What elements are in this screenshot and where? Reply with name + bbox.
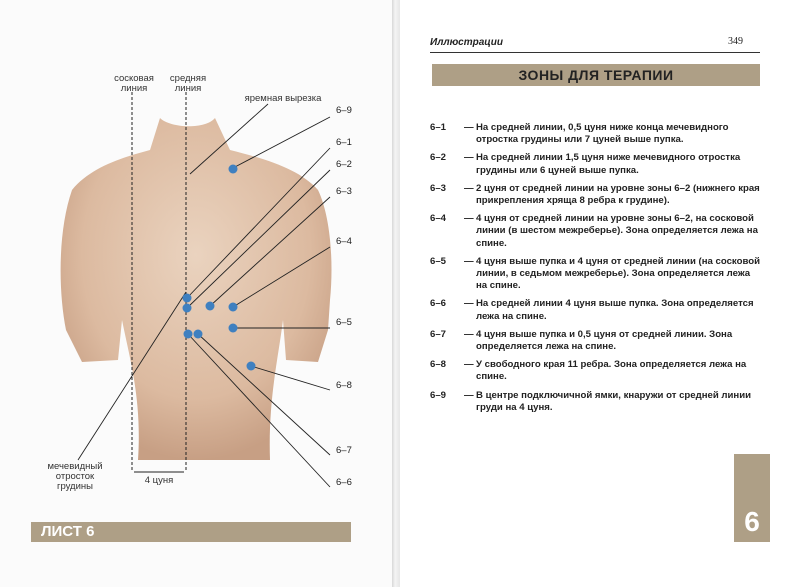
- item-text: 2 цуня от средней линии на уровне зоны 6–2 (нижнего края прикрепления хряща 8 ребра к грудине).: [476, 182, 760, 207]
- zone-label-6-4: 6–4: [336, 236, 352, 247]
- zone-label-6-3: 6–3: [336, 186, 352, 197]
- list-item: [430, 122, 760, 146]
- left-page: [0, 0, 392, 587]
- item-code: 6–3: [430, 182, 447, 194]
- zone-list: [430, 122, 760, 420]
- point-6-5: [229, 324, 238, 333]
- item-dash: —: [464, 298, 474, 310]
- list-item: [430, 359, 760, 383]
- item-code: 6–4: [430, 213, 447, 225]
- point-6-1: [183, 294, 192, 303]
- jugular-notch-label: яремная вырезка: [244, 93, 322, 104]
- item-code: 6–1: [430, 122, 447, 133]
- list-item: [430, 152, 760, 176]
- right-page: [400, 0, 787, 587]
- point-6-9: [229, 165, 238, 174]
- item-dash: —: [464, 182, 474, 194]
- item-code: 6–6: [430, 298, 447, 310]
- item-dash: —: [464, 389, 474, 401]
- item-code: 6–5: [430, 255, 447, 267]
- item-dash: —: [464, 213, 474, 225]
- midline-label: средняя линия: [169, 73, 207, 94]
- item-code: 6–7: [430, 328, 447, 340]
- item-dash: —: [464, 359, 474, 371]
- item-code: 6–2: [430, 152, 447, 164]
- section-title: ЗОНЫ ДЛЯ ТЕРАПИИ: [432, 64, 760, 86]
- item-text: 4 цуня от средней линии на уровне зоны 6–2, на сосковой линии (в шестом межреберье). Зона определяется лежа на спине.: [476, 213, 758, 249]
- point-6-6: [184, 330, 193, 339]
- sheet-title: ЛИСТ 6: [31, 522, 351, 542]
- leader-6-9: [233, 117, 330, 168]
- book-gutter: [392, 0, 400, 587]
- distance-label: 4 цуня: [144, 475, 174, 486]
- item-dash: —: [464, 152, 474, 164]
- item-code: 6–9: [430, 389, 447, 401]
- header-divider: [430, 52, 760, 53]
- zone-label-6-5: 6–5: [336, 317, 352, 328]
- item-code: 6–8: [430, 359, 447, 371]
- zone-label-6-7: 6–7: [336, 445, 352, 456]
- item-text: На средней линии 4 цуня выше пупка. Зона определяется лежа на спине.: [476, 298, 754, 322]
- zone-label-6-8: 6–8: [336, 380, 352, 391]
- point-6-7: [194, 330, 203, 339]
- item-dash: —: [464, 122, 474, 133]
- zone-label-6-1: 6–1: [336, 137, 352, 148]
- list-item: [430, 256, 760, 293]
- point-6-8: [247, 362, 256, 371]
- item-dash: —: [464, 328, 474, 340]
- xiphoid-label: мечевидный отросток грудины: [47, 461, 103, 492]
- item-text: У свободного края 11 ребра. Зона определяется лежа на спине.: [476, 359, 747, 383]
- chapter-number: 6: [744, 506, 760, 537]
- list-item: [430, 329, 760, 353]
- running-header-title: Иллюстрации: [430, 37, 503, 48]
- nipple-line-label: сосковая линия: [114, 73, 154, 94]
- item-text: 4 цуня выше пупка и 0,5 цуня от средней линии. Зона определяется лежа на спине.: [476, 328, 733, 353]
- list-item: [430, 213, 760, 250]
- page-number: 349: [728, 36, 743, 47]
- item-dash: —: [464, 255, 474, 267]
- point-6-2: [183, 304, 192, 313]
- point-6-3: [206, 302, 215, 311]
- zone-label-6-2: 6–2: [336, 159, 352, 170]
- list-item: [430, 390, 760, 414]
- list-item: [430, 298, 760, 322]
- item-text: 4 цуня выше пупка и 4 цуня от средней линии (на сосковой линии, в седьмом межреберье). Зона определяется лежа на спине.: [476, 255, 760, 292]
- chapter-tab: [734, 454, 770, 542]
- item-text: На средней линии, 0,5 цуня ниже конца мечевидного отростка грудины или 7 цуней выше пупка.: [476, 122, 729, 146]
- zone-label-6-6: 6–6: [336, 477, 352, 488]
- zone-label-6-9: 6–9: [336, 105, 352, 116]
- point-6-4: [229, 303, 238, 312]
- item-text: На средней линии 1,5 цуня ниже мечевидного отростка грудины или 6 цуней выше пупка.: [476, 152, 741, 176]
- list-item: [430, 183, 760, 207]
- item-text: В центре подключичной ямки, кнаружи от средней линии груди на 4 цуня.: [476, 389, 751, 413]
